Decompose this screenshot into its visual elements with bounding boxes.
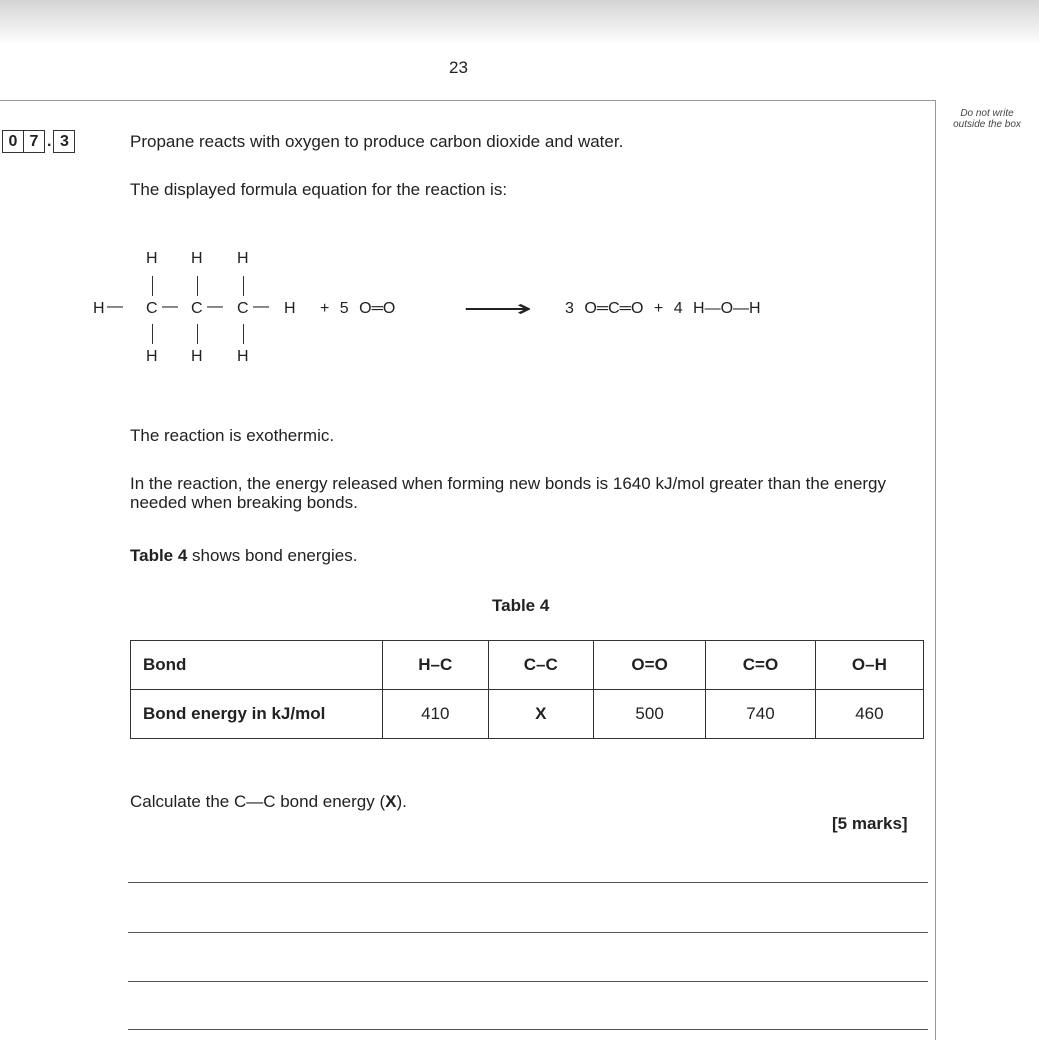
table-cell: Bond: [131, 641, 383, 690]
table-reference: [130, 546, 357, 566]
equation-label: The displayed formula equation for the reaction is:: [130, 180, 508, 199]
table-cell: O=O: [594, 641, 706, 690]
oxygen-reactant: + 5 O═O: [320, 300, 396, 317]
calc-post: ).: [396, 792, 407, 811]
calculate-prompt: [130, 792, 407, 812]
question-number: [2, 130, 75, 153]
products: 3 O═C═O + 4 H—O—H: [565, 300, 761, 317]
table-cell: C=O: [706, 641, 816, 690]
table-cell: C–C: [488, 641, 594, 690]
table-ref-bold: Table 4: [130, 546, 188, 565]
answer-box-border-right: [935, 100, 936, 1040]
intro-text: Propane reacts with oxygen to produce carbon dioxide and water.: [130, 132, 624, 151]
table-ref-rest: shows bond energies.: [187, 546, 358, 565]
atom: H: [93, 300, 105, 317]
marks-label: [5 marks]: [832, 814, 908, 833]
page-number: 23: [449, 58, 468, 77]
margin-note: Do not write outside the box: [953, 108, 1021, 130]
atom: H: [237, 348, 249, 365]
table-cell: 500: [594, 690, 706, 739]
atom: H: [284, 300, 296, 317]
atom: H: [146, 250, 158, 267]
answer-box-border: [0, 100, 936, 101]
table-row: [131, 690, 924, 739]
table-cell: 740: [706, 690, 816, 739]
atom: H: [237, 250, 249, 267]
exothermic-text: The reaction is exothermic.: [130, 426, 335, 445]
atom: C: [191, 300, 203, 317]
atom: H: [191, 348, 203, 365]
calc-pre: Calculate the C—C bond energy (: [130, 792, 386, 811]
arrow-icon: ⟶: [463, 296, 533, 321]
atom: C: [146, 300, 158, 317]
table-cell: H–C: [383, 641, 489, 690]
table-cell: Bond energy in kJ/mol: [131, 690, 383, 739]
answer-line[interactable]: [128, 1029, 928, 1030]
top-shadow: [0, 0, 1039, 45]
table-cell: 410: [383, 690, 489, 739]
table-row: [131, 641, 924, 690]
table-cell: X: [488, 690, 594, 739]
calc-x: X: [385, 792, 397, 811]
atom: H: [191, 250, 203, 267]
table-cell: 460: [815, 690, 923, 739]
energy-text: In the reaction, the energy released when forming new bonds is 1640 kJ/mol greater than the energy needed when breaking bonds.: [130, 474, 887, 512]
atom: H: [146, 348, 158, 365]
digit: 0: [2, 130, 24, 153]
digit: 3: [53, 130, 75, 153]
answer-line[interactable]: [128, 882, 928, 883]
bond-energy-table: [130, 640, 924, 739]
table-title: Table 4: [492, 596, 550, 615]
separator: .: [47, 132, 52, 150]
table-cell: O–H: [815, 641, 923, 690]
atom: C: [237, 300, 249, 317]
answer-line[interactable]: [128, 981, 928, 982]
answer-line[interactable]: [128, 932, 928, 933]
digit: 7: [24, 130, 45, 153]
